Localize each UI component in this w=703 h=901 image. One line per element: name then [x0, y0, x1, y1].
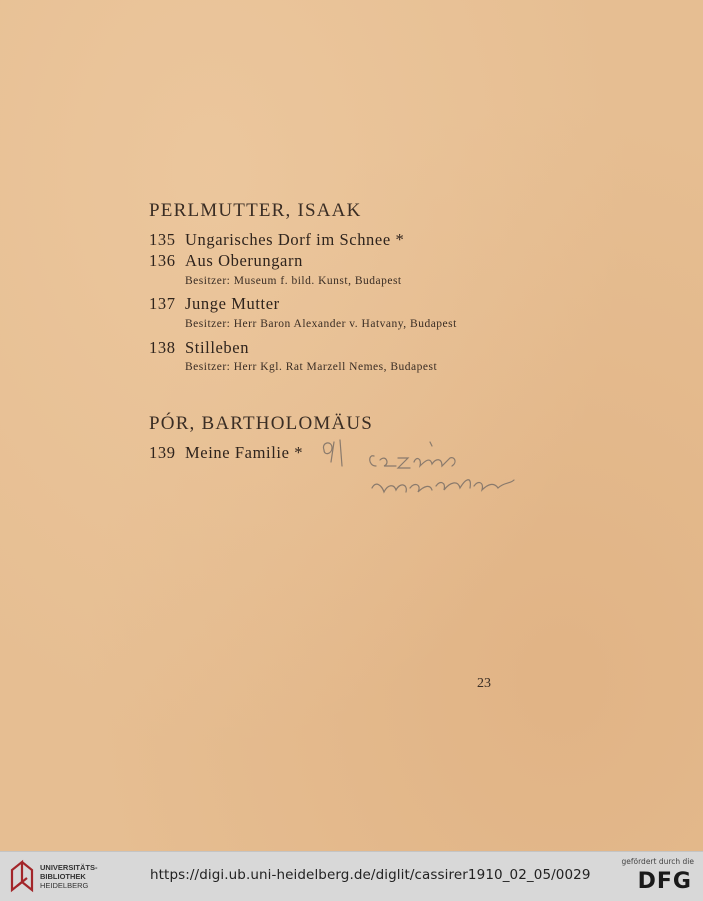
entry-title: Aus Oberungarn	[185, 251, 303, 270]
entry-owner-136: Besitzer: Museum f. bild. Kunst, Budapest	[185, 275, 402, 287]
entry-owner-138: Besitzer: Herr Kgl. Rat Marzell Nemes, Budapest	[185, 361, 438, 373]
catalog-entry-137	[149, 294, 280, 314]
pencil-annotation	[318, 436, 528, 506]
entry-owner-137: Besitzer: Herr Baron Alexander v. Hatvany, Budapest	[185, 318, 457, 330]
university-library-logo	[8, 858, 38, 894]
page-number: 23	[477, 676, 491, 691]
entry-number: 139	[149, 443, 176, 462]
catalog-entry-136	[149, 251, 303, 271]
entry-title: Ungarisches Dorf im Schnee *	[185, 230, 405, 249]
permalink-url[interactable]: https://digi.ub.uni-heidelberg.de/diglit/cassirer1910_02_05/0029	[150, 867, 591, 883]
artist-heading-por: PÓR, BARTHOLOMÄUS	[149, 413, 374, 434]
viewer-footer	[0, 851, 703, 901]
catalog-entry-135	[149, 230, 404, 250]
entry-title: Stilleben	[185, 338, 250, 357]
entry-title: Meine Familie *	[185, 443, 304, 462]
catalog-entry-139	[149, 443, 303, 463]
sponsor-caption: gefördert durch die	[621, 857, 694, 866]
dfg-logo: DFG	[637, 869, 692, 894]
entry-number: 135	[149, 230, 176, 249]
artist-heading-perlmutter: PERLMUTTER, ISAAK	[149, 200, 362, 221]
entry-number: 137	[149, 294, 176, 313]
entry-number: 138	[149, 338, 176, 357]
entry-number: 136	[149, 251, 176, 270]
catalog-entry-138	[149, 338, 249, 358]
university-library-name: UNIVERSITÄTS- BIBLIOTHEK HEIDELBERG	[40, 863, 98, 890]
entry-title: Junge Mutter	[185, 294, 280, 313]
